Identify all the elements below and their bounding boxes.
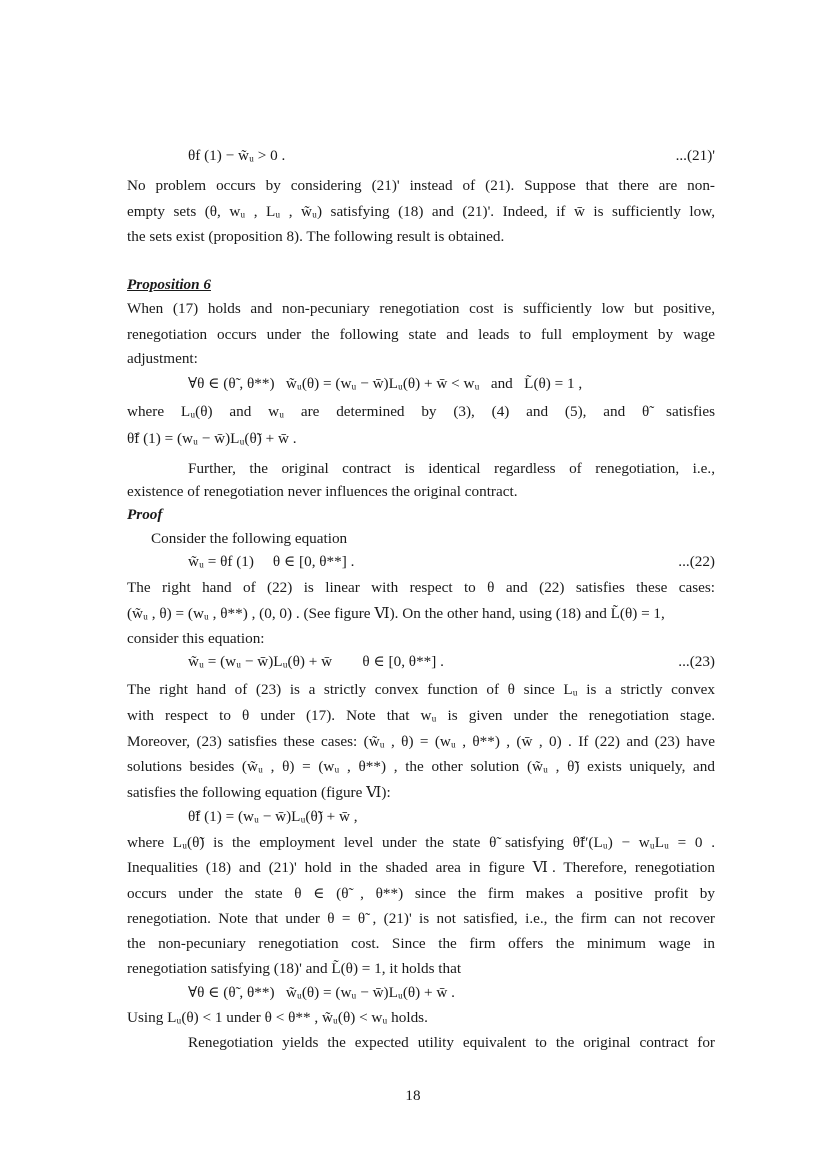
body-line: satisfies the following equation (figure Ⅵ): xyxy=(127,784,391,801)
body-line: Renegotiation yields the expected utility equivalent to the original contract for xyxy=(188,1034,715,1051)
body-line: solutions besides (w̃ᵤ , θ) = (wᵤ , θ**) , the other solution (w̃ᵤ , θ̃) exists uniquely, and xyxy=(127,758,715,775)
equation-number: ...(23) xyxy=(678,653,715,670)
body-line: Inequalities (18) and (21)' hold in the shaded area in figure Ⅵ. Therefore, renegotiation xyxy=(127,859,715,876)
equation-23: w̃ᵤ = (wᵤ − w̄)Lᵤ(θ) + w̄ θ ∈ [0, θ**] . xyxy=(188,653,444,670)
equation-21-prime: θf (1) − w̃ᵤ > 0 . xyxy=(188,147,286,164)
body-line: The right hand of (23) is a strictly convex function of θ since Lᵤ is a strictly convex xyxy=(127,681,715,698)
body-line: where Lᵤ(θ̃) is the employment level under the state θ̃ satisfying θ̃f′(Lᵤ) − wᵤLᵤ = 0 . xyxy=(127,834,715,851)
page-number: 18 xyxy=(405,1087,421,1104)
body-line: renegotiation satisfying (18)' and L̃(θ) = 1, it holds that xyxy=(127,960,462,977)
body-line: the non-pecuniary renegotiation cost. Since the firm offers the minimum wage in xyxy=(127,935,715,952)
body-line: renegotiation. Note that under θ = θ̃ , (21)' is not satisfied, i.e., the firm can not recover xyxy=(127,910,715,927)
equation-number: ...(21)' xyxy=(675,147,715,164)
body-line: Using Lᵤ(θ) < 1 under θ < θ** , w̃ᵤ(θ) < wᵤ holds. xyxy=(127,1009,428,1026)
body-line: consider this equation: xyxy=(127,630,265,647)
body-line: No problem occurs by considering (21)' instead of (21). Suppose that there are non- xyxy=(127,177,715,194)
body-line: adjustment: xyxy=(127,350,198,367)
body-line: When (17) holds and non-pecuniary renegotiation cost is sufficiently low but positive, xyxy=(127,300,715,317)
body-line: the sets exist (proposition 8). The following result is obtained. xyxy=(127,228,505,245)
body-line: empty sets (θ, wᵤ , Lᵤ , w̃ᵤ) satisfying (18) and (21)'. Indeed, if w̄ is sufficiently low, xyxy=(127,203,715,220)
body-line: θ̃f (1) = (wᵤ − w̄)Lᵤ(θ̃) + w̄ . xyxy=(127,430,297,447)
body-line: occurs under the state θ ∈ (θ̃ , θ**) since the firm makes a positive profit by xyxy=(127,885,715,902)
proposition-equation: ∀θ ∈ (θ̃ , θ**) w̃ᵤ(θ) = (wᵤ − w̄)Lᵤ(θ) + w̄ < wᵤ and L̃(θ) = 1 , xyxy=(188,375,583,392)
body-line: Moreover, (23) satisfies these cases: (w̃ᵤ , θ) = (wᵤ , θ**) , (w̄ , 0) . If (22) and (23) have xyxy=(127,733,715,750)
equation-number: ...(22) xyxy=(678,553,715,570)
equation-result: ∀θ ∈ (θ̃ , θ**) w̃ᵤ(θ) = (wᵤ − w̄)Lᵤ(θ) + w̄ . xyxy=(188,984,455,1001)
body-line: Consider the following equation xyxy=(151,530,348,547)
proposition-heading: Proposition 6 xyxy=(127,276,211,293)
equation-22: w̃ᵤ = θf (1) θ ∈ [0, θ**] . xyxy=(188,553,355,570)
body-line: (w̃ᵤ , θ) = (wᵤ , θ**) , (0, 0) . (See figure Ⅵ). On the other hand, using (18) and L̃(θ) = 1, xyxy=(127,605,665,622)
body-line: with respect to θ under (17). Note that wᵤ is given under the renegotiation stage. xyxy=(127,707,715,724)
proof-heading: Proof xyxy=(127,506,163,523)
equation-solution: θ̃f (1) = (wᵤ − w̄)Lᵤ(θ̃) + w̄ , xyxy=(188,808,358,825)
body-line: The right hand of (22) is linear with respect to θ and (22) satisfies these cases: xyxy=(127,579,715,596)
body-line: where Lᵤ(θ) and wᵤ are determined by (3), (4) and (5), and θ̃ satisfies xyxy=(127,403,715,420)
body-line: existence of renegotiation never influences the original contract. xyxy=(127,483,518,500)
body-line: renegotiation occurs under the following state and leads to full employment by wage xyxy=(127,326,715,343)
body-line: Further, the original contract is identical regardless of renegotiation, i.e., xyxy=(188,460,715,477)
